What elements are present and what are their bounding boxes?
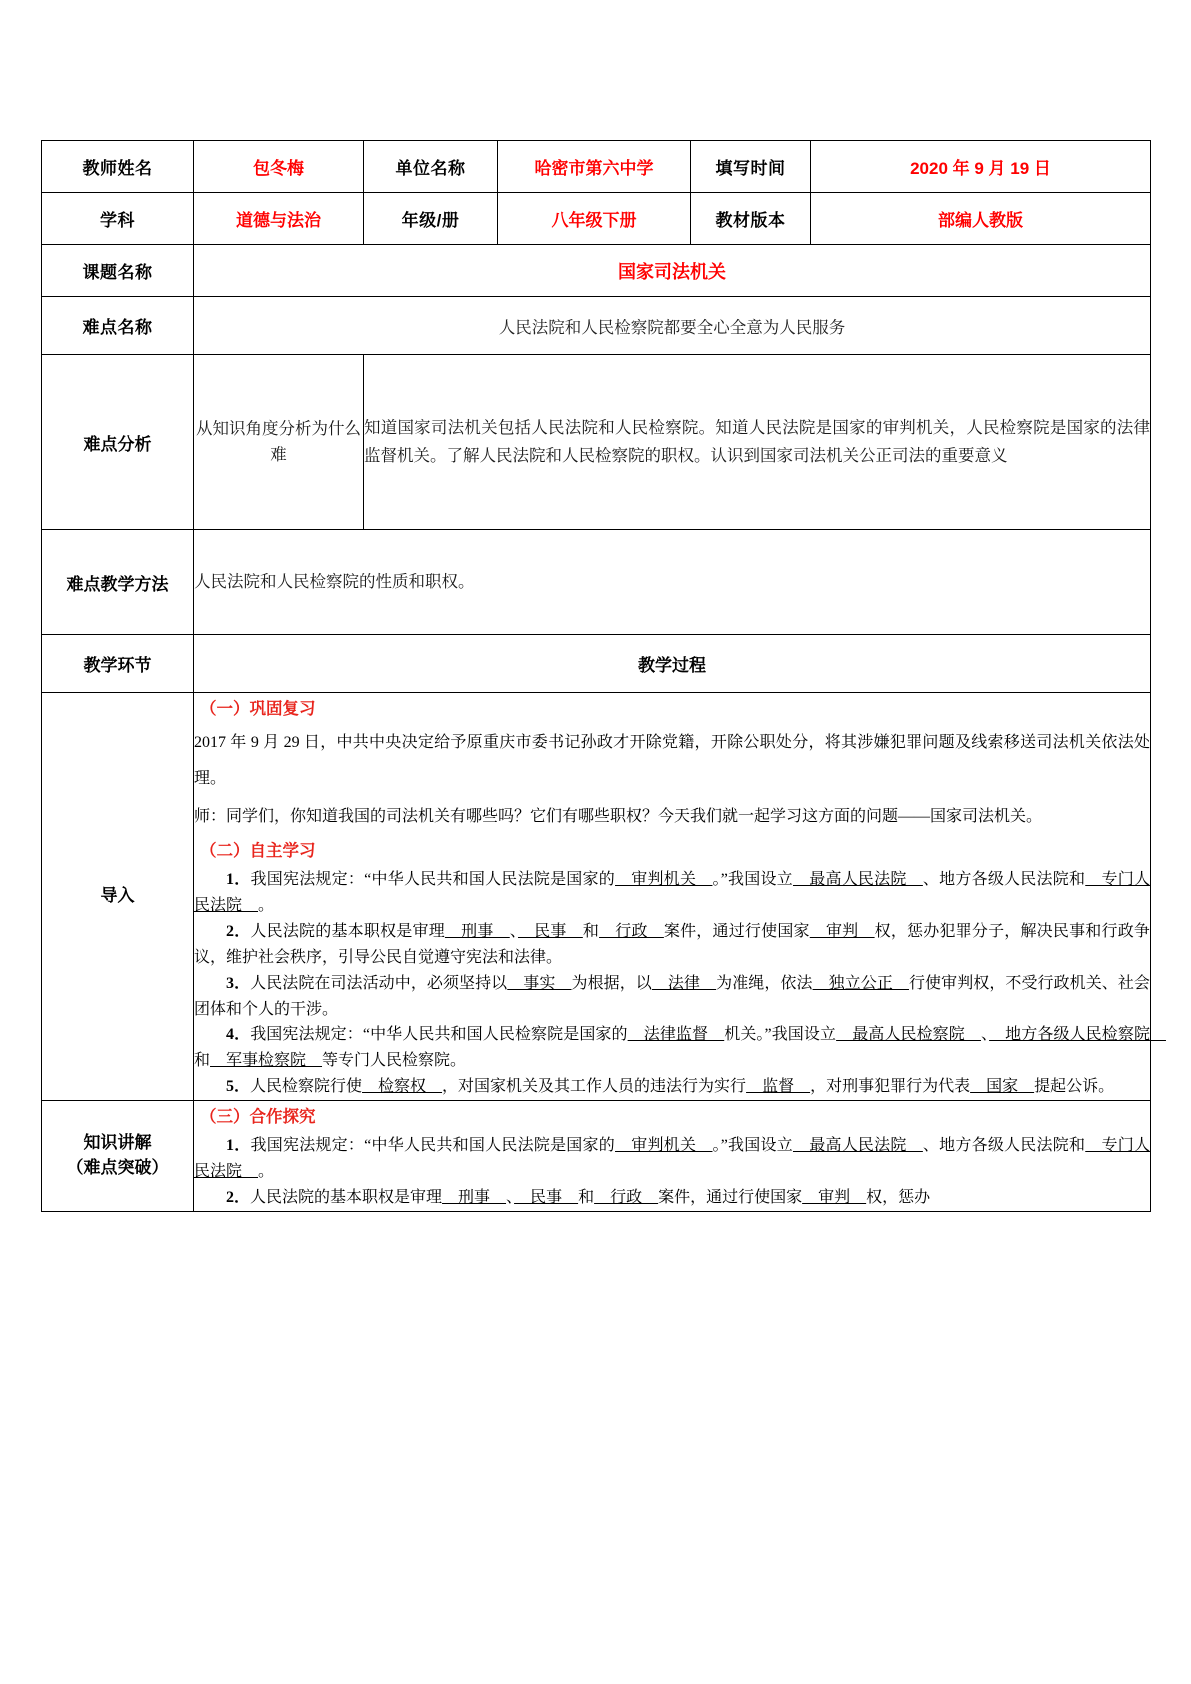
process-column-header: 教学过程 (194, 635, 1151, 693)
item-text: 、 (506, 1188, 515, 1206)
item-text: 为根据，以 (571, 974, 652, 992)
blank-answer: 检察权 (362, 1078, 443, 1096)
item-text: 案件，通过行使国家 (663, 922, 810, 940)
item-text: 等专门人民检察院。 (322, 1052, 467, 1070)
item-text: 和 (582, 922, 600, 940)
item-text: 、地方各级人民法院和 (922, 1137, 1086, 1155)
blank-answer: 行政 (599, 922, 664, 940)
blank-answer: 专门人民法院 (194, 871, 1150, 914)
fill-in-blank-item (194, 1185, 1150, 1211)
explain-fill-in-blank-list (194, 1133, 1150, 1211)
blank-answer: 军事检察院 (210, 1052, 323, 1070)
item-text: 提起公诉。 (1034, 1078, 1115, 1096)
intro-paragraph-2: 师：同学们，你知道我国的司法机关有哪些吗？它们有哪些职权？今天我们就一起学习这方面的问题——国家司法机关。 (194, 808, 1043, 825)
table-row-teacher-info (42, 141, 1151, 193)
teacher-name-label: 教师姓名 (42, 141, 194, 193)
unit-name-label: 单位名称 (364, 141, 498, 193)
teaching-method-label: 难点教学方法 (42, 530, 194, 635)
fill-in-blank-item (194, 1022, 1166, 1074)
lesson-plan-table (41, 140, 1166, 1212)
difficulty-analysis-content: 知道国家司法机关包括人民法院和人民检察院。知道人民法院是国家的审判机关，人民检察院是国家的法律监督机关。了解人民法院和人民检察院的职权。认识到国家司法机关公正司法的重要意义 (364, 355, 1151, 530)
item-text: 行使审判权，不受行政机关、社会团体和个人的干涉。 (194, 974, 1150, 1018)
table-row-intro (42, 693, 1151, 1101)
blank-answer: 地方各级人民检察院 (989, 1026, 1166, 1044)
unit-name-value: 哈密市第六中学 (498, 141, 691, 193)
item-text: 。”我国设立 (712, 1137, 793, 1155)
table-row-difficulty-analysis (42, 355, 1151, 530)
teacher-name-value: 包冬梅 (194, 141, 364, 193)
item-text: 、地方各级人民法院和 (922, 871, 1086, 888)
item-text: 人民法院的基本职权是审理 (250, 922, 445, 940)
item-number: 3． (226, 974, 251, 992)
item-number: 5． (226, 1078, 251, 1096)
blank-answer: 行政 (594, 1188, 659, 1206)
blank-answer: 审判 (809, 922, 875, 940)
item-text: 案件，通过行使国家 (658, 1188, 803, 1206)
item-text: 和 (578, 1188, 595, 1206)
item-text: 人民法院在司法活动中，必须坚持以 (250, 974, 508, 992)
fill-time-label: 填写时间 (691, 141, 811, 193)
textbook-value: 部编人教版 (811, 193, 1151, 245)
fill-in-blank-item (194, 1133, 1150, 1185)
blank-answer: 法律监督 (627, 1026, 725, 1044)
fill-in-blank-item (194, 971, 1150, 1023)
item-number: 4． (226, 1026, 251, 1044)
blank-answer: 事实 (507, 974, 572, 992)
grade-label: 年级/册 (364, 193, 498, 245)
item-text: 权，惩办 (866, 1188, 931, 1206)
explain-label-line1: 知识讲解 (83, 1133, 152, 1153)
item-text: ，对刑事犯罪行为代表 (810, 1078, 971, 1096)
fill-in-blank-item (194, 919, 1150, 971)
fill-time-value: 2020 年 9 月 19 日 (811, 141, 1151, 193)
item-text: 我国宪法规定：“中华人民共和国人民检察院是国家的 (250, 1026, 628, 1044)
textbook-label: 教材版本 (691, 193, 811, 245)
table-row-topic (42, 245, 1151, 297)
item-text: 为准绳，依法 (716, 974, 813, 992)
blank-answer: 审判 (802, 1188, 867, 1206)
difficulty-name-value: 人民法院和人民检察院都要全心全意为人民服务 (194, 297, 1151, 355)
subject-label: 学科 (42, 193, 194, 245)
table-row-difficulty-name (42, 297, 1151, 355)
blank-answer: 最高人民法院 (792, 871, 923, 888)
blank-answer: 专门人民法院 (194, 1137, 1150, 1181)
item-text: 。 (258, 1163, 275, 1181)
blank-answer: 国家 (970, 1078, 1035, 1096)
item-number: 2． (226, 922, 251, 940)
explain-content-cell (194, 1101, 1151, 1212)
table-row-teaching-method (42, 530, 1151, 635)
topic-value: 国家司法机关 (194, 245, 1151, 297)
item-text: 权，惩办犯罪分子，解决民事和行政争议，维护社会秩序，引导公民自觉遵守宪法和法律。 (194, 922, 1150, 966)
item-text: 。 (258, 896, 275, 914)
difficulty-analysis-label: 难点分析 (42, 355, 194, 530)
explain-label-line2: （难点突破） (66, 1158, 169, 1178)
item-text: 我国宪法规定：“中华人民共和国人民法院是国家的 (250, 871, 616, 888)
blank-answer: 刑事 (444, 922, 510, 940)
item-text: ，对国家机关及其工作人员的违法行为实行 (442, 1078, 747, 1096)
subject-value: 道德与法治 (194, 193, 364, 245)
intro-section2-title: （二）自主学习 (200, 842, 316, 860)
item-text: 、 (980, 1026, 990, 1044)
fill-in-blank-item (194, 867, 1150, 919)
blank-answer: 民事 (514, 1188, 579, 1206)
item-text: 人民检察院行使 (250, 1078, 363, 1096)
item-number: 1． (226, 871, 251, 888)
item-text: 我国宪法规定：“中华人民共和国人民法院是国家的 (250, 1137, 616, 1155)
item-text: 和 (194, 1052, 211, 1070)
blank-answer: 监督 (746, 1078, 811, 1096)
blank-answer: 独立公正 (812, 974, 909, 992)
intro-paragraph-1: 2017 年 9 月 29 日，中共中央决定给予原重庆市委书记孙政才开除党籍，开除公职处分，将其涉嫌犯罪问题及线索移送司法机关依法处理。 (194, 734, 1150, 787)
explain-stage-label (42, 1101, 194, 1212)
item-text: 。”我国设立 (712, 871, 793, 888)
blank-answer: 最高人民检察院 (836, 1026, 981, 1044)
table-row-knowledge-explanation (42, 1101, 1151, 1212)
item-number: 2． (226, 1188, 251, 1206)
table-row-subject-info (42, 193, 1151, 245)
blank-answer: 刑事 (442, 1188, 507, 1206)
intro-content-cell (194, 693, 1166, 1101)
stage-column-header: 教学环节 (42, 635, 194, 693)
blank-answer: 民事 (517, 922, 583, 940)
explain-section3-title: （三）合作探究 (200, 1108, 316, 1127)
intro-fill-in-blank-list (194, 867, 1166, 1100)
item-text: 机关。”我国设立 (724, 1026, 837, 1044)
blank-answer: 最高人民法院 (792, 1137, 923, 1155)
blank-answer: 审判机关 (615, 871, 713, 888)
blank-answer: 法律 (651, 974, 717, 992)
item-number: 1． (226, 1137, 251, 1155)
table-row-process-header (42, 635, 1151, 693)
blank-answer: 审判机关 (615, 1137, 713, 1155)
teaching-method-content: 人民法院和人民检察院的性质和职权。 (194, 530, 1151, 635)
intro-section1-title: （一）巩固复习 (200, 700, 316, 718)
topic-label: 课题名称 (42, 245, 194, 297)
item-text: 人民法院的基本职权是审理 (250, 1188, 443, 1206)
intro-stage-label: 导入 (42, 693, 194, 1101)
item-text: 、 (509, 922, 518, 940)
grade-value: 八年级下册 (498, 193, 691, 245)
fill-in-blank-item (194, 1074, 1150, 1100)
difficulty-analysis-sublabel: 从知识角度分析为什么难 (194, 355, 364, 530)
difficulty-name-label: 难点名称 (42, 297, 194, 355)
